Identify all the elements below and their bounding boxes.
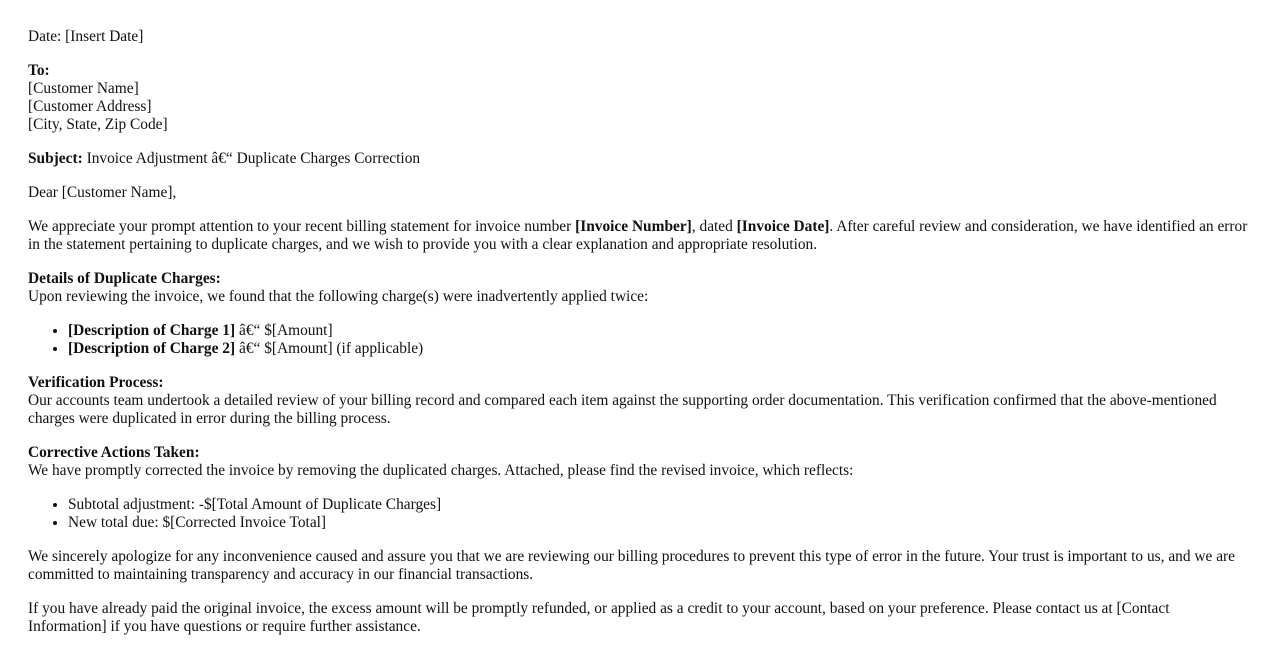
letter-document [28, 28, 1250, 652]
intro-text-3: . After careful review and consideration, we have identified an error in the statement pertaining to duplicate charges, and we wish to provide you with a clear explanation and appropriate resolution. [28, 218, 1248, 253]
list-item: • New total due: $[Corrected Invoice Total] [68, 514, 1250, 532]
salutation: Dear [Customer Name], [28, 184, 177, 201]
duplicate-charges-section [28, 270, 1250, 306]
corrective-text: We have promptly corrected the invoice by removing the duplicated charges. Attached, please find the revised invoice, which reflects: [28, 462, 854, 479]
recipient-name: [Customer Name] [28, 80, 139, 97]
verification-text: Our accounts team undertook a detailed review of your billing record and compared each item against the supporting order documentation. This verification confirmed that the above-mentioned charges were duplicated in error during the billing process. [28, 392, 1217, 427]
recipient-label: To: [28, 62, 50, 79]
intro-paragraph [28, 218, 1250, 254]
intro-text-1: We appreciate your prompt attention to your recent billing statement for invoice number [28, 218, 576, 235]
verification-heading: Verification Process: [28, 374, 164, 391]
corrective-section [28, 444, 1250, 480]
apology-paragraph: We sincerely apologize for any inconvenience caused and assure you that we are reviewing our billing procedures to prevent this type of error in the future. Your trust is important to us, and we are committed to maintaining transparency and accuracy in our financial transactions. [28, 548, 1235, 583]
charge-amount: â€“ $[Amount] (if applicable) [235, 340, 424, 357]
duplicate-charges-heading: Details of Duplicate Charges: [28, 270, 221, 287]
charge-description: [Description of Charge 1] [68, 322, 236, 339]
list-item: • Subtotal adjustment: -$[Total Amount of Duplicate Charges] [68, 496, 1250, 514]
subject-label: Subject: [28, 150, 83, 167]
date-line: Date: [Insert Date] [28, 28, 144, 45]
list-item [68, 340, 1250, 358]
recipient-city-state-zip: [City, State, Zip Code] [28, 116, 168, 133]
subject-text: Invoice Adjustment â€“ Duplicate Charges Correction [82, 150, 421, 167]
duplicate-charges-text: Upon reviewing the invoice, we found that the following charge(s) were inadvertently applied twice: [28, 288, 649, 305]
verification-section [28, 374, 1250, 428]
recipient-address: [Customer Address] [28, 98, 152, 115]
refund-paragraph: If you have already paid the original invoice, the excess amount will be promptly refunded, or applied as a credit to your account, based on your preference. Please contact us at [Contact Information] if you have questions or require further assistance. [28, 600, 1170, 635]
duplicate-charges-list [28, 322, 1250, 358]
corrective-list [28, 496, 1250, 532]
list-item [68, 322, 1250, 340]
intro-text-2: , dated [691, 218, 737, 235]
subject-line [28, 150, 1250, 168]
charge-amount: â€“ $[Amount] [235, 322, 333, 339]
recipient-block [28, 62, 1250, 134]
invoice-date: [Invoice Date] [736, 218, 830, 235]
invoice-number: [Invoice Number] [575, 218, 692, 235]
charge-description: [Description of Charge 2] [68, 340, 236, 357]
corrective-heading: Corrective Actions Taken: [28, 444, 200, 461]
